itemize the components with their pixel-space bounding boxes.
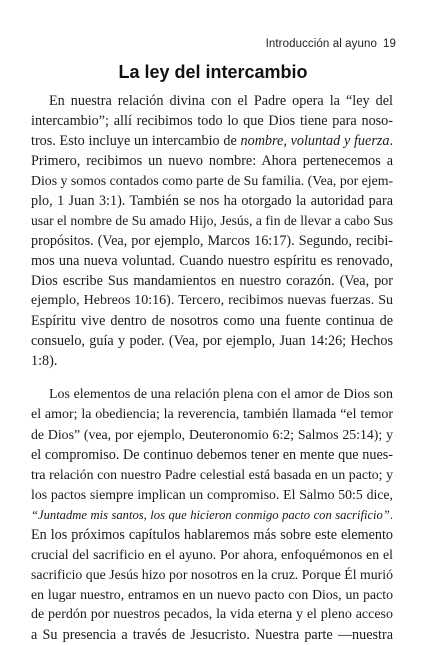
text-line: a Su presencia a través de Jesucristo. Nuestra parte —nuestra: [31, 627, 393, 643]
text-line: 1:8).: [31, 353, 58, 369]
text-line: el compromiso. De continuo debemos tener en mente que nues-: [31, 447, 393, 463]
text-line: el amor; la obediencia; la reverencia, también llamada “el temor: [31, 407, 393, 422]
text-line: propósitos. (Vea, por ejemplo, Marcos 16:17). Segundo, recibi-: [31, 233, 393, 249]
text-run: tros. Esto incluye un intercambio de: [31, 133, 241, 149]
text-line: Dios escribe Sus mandamientos en nuestro corazón. (Vea, por: [31, 273, 393, 289]
running-header: [266, 38, 396, 50]
italic-quote: “Juntadme mis santos, los que hicieron conmigo pacto con sacrificio”: [31, 508, 390, 522]
section-title: La ley del intercambio: [118, 62, 308, 82]
text-line: en lugar nuestro, entramos en un nuevo pacto con Dios, un pacto: [31, 587, 393, 602]
text-run: .: [389, 508, 393, 522]
text-line: los pactos siempre implican un compromiso. El Salmo 50:5 dice,: [31, 487, 393, 502]
text-line: de perdón por nuestros pecados, la vida eterna y el pleno acceso: [31, 607, 393, 622]
text-line: plo, 1 Juan 3:1). También se nos ha otorgado la autoridad para: [31, 193, 393, 209]
text-line: En los próximos capítulos hablaremos más sobre este elemento: [31, 527, 393, 543]
text-line: [31, 505, 393, 525]
text-line: Primero, recibimos un nuevo nombre: Ahora pertenecemos a: [31, 153, 393, 169]
text-line: mos una nueva voluntad. Cuando nuestro espíritu es renovado,: [31, 253, 393, 269]
running-title: Introducción al ayuno: [265, 38, 377, 50]
text-line: intercambio”; allí recibimos todo lo que Dios tiene para noso-: [31, 113, 393, 129]
text-line: de Dios” (vea, por ejemplo, Deuteronomio 6:2; Salmos 25:14); y: [31, 427, 393, 442]
text-line: ejemplo, Hebreos 10:16). Tercero, recibimos nuevas fuerzas. Su: [31, 293, 393, 308]
body-text: [31, 91, 393, 645]
text-line: sacrificio que Jesús hizo por nosotros en la cruz. Porque Él murió: [31, 567, 393, 582]
text-line: En nuestra relación divina con el Padre opera la “ley del: [49, 93, 393, 109]
page-number: 19: [383, 38, 396, 50]
text-line: [31, 131, 393, 151]
text-line: Espíritu vive dentro de nosotros como una fuente continua de: [31, 313, 393, 329]
text-line: usar el nombre de Su amado Hijo, Jesús, a fin de llevar a cabo Sus: [31, 213, 393, 228]
paragraph-1: [31, 91, 393, 371]
text-line: consuelo, guía y poder. (Vea, por ejemplo, Juan 14:26; Hechos: [31, 333, 393, 349]
text-line: tra relación con nuestro Padre celestial está basada en un pacto; y: [31, 467, 393, 482]
text-line: Los elementos de una relación plena con el amor de Dios son: [49, 387, 393, 402]
text-run: .: [389, 133, 393, 149]
paragraph-2: [31, 385, 393, 645]
paragraph-gap: [31, 371, 393, 385]
text-line: crucial del sacrificio en el ayuno. Por ahora, enfoquémonos en el: [31, 547, 393, 562]
italic-run: nombre, voluntad y fuerza: [240, 133, 390, 149]
text-line: Dios y somos contados como parte de Su familia. (Vea, por ejem-: [31, 173, 394, 188]
